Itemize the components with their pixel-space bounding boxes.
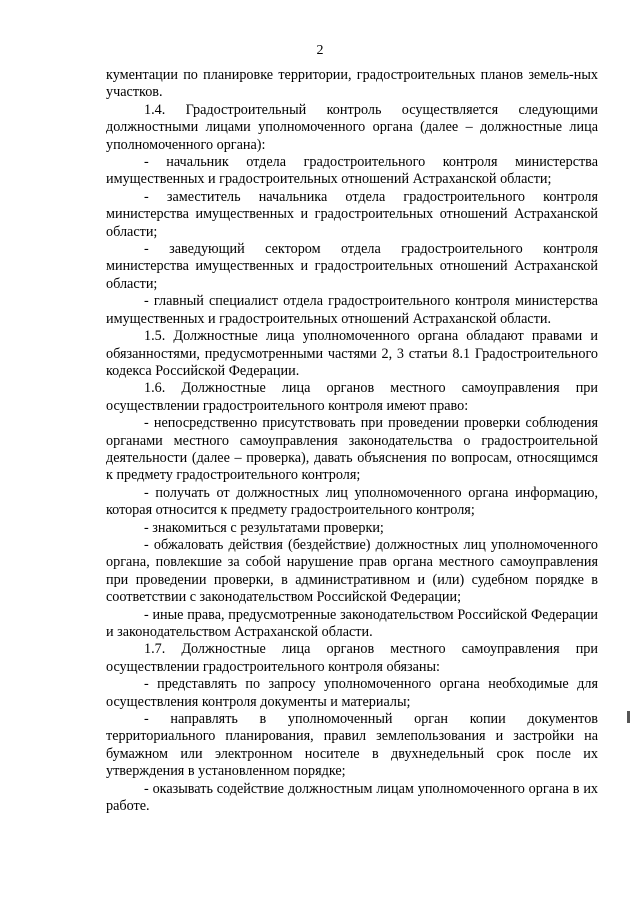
scan-edge-mark (627, 711, 630, 723)
list-item: - обжаловать действия (бездействие) должностных лиц уполномоченного органа, повлекшие за собой нарушение прав органа местного самоуправления при проведении проверки, в административном и (или) судебном порядке в соответствии с законодательством Российской Федерации; (106, 536, 598, 606)
list-item: - заместитель начальника отдела градостроительного контроля министерства имущественных и градостроительных отношений Астраханской области; (106, 188, 598, 240)
list-item: - направлять в уполномоченный орган копии документов территориального планирования, правил землепользования и застройки на бумажном или электронном носителе в двухнедельный срок после их утверждения в установленном порядке; (106, 711, 598, 780)
list-item: - знакомиться с результатами проверки; (144, 519, 384, 536)
list-item: - непосредственно присутствовать при проведении проверки соблюдения органами местного самоуправления законодательства о градостроительной деятельности (далее – проверка), давать объяснения по вопросам, относящимся к предмету градостроительного контроля; (106, 415, 598, 484)
paragraph-1-6: 1.6. Должностные лица органов местного самоуправления при осуществлении градостроительного контроля имеют право: (106, 380, 598, 414)
list-item: - представлять по запросу уполномоченного органа необходимые для осуществления контроля документы и материалы; (106, 676, 598, 710)
page-number: 2 (316, 43, 324, 58)
list-item: - иные права, предусмотренные законодательством Российской Федерации и законодательством Астраханской области. (106, 606, 598, 640)
document-body (106, 67, 598, 815)
list-item: - заведующий сектором отдела градостроительного контроля министерства имущественных и градостроительных отношений Астраханской области; (106, 241, 598, 292)
list-item: - получать от должностных лиц уполномоченного органа информацию, которая относится к предмету градостроительного контроля; (106, 484, 598, 519)
list-item: - главный специалист отдела градостроительного контроля министерства имущественных и градостроительных отношений Астраханской области. (106, 293, 598, 327)
list-item: - начальник отдела градостроительного контроля министерства имущественных и градостроительных отношений Астраханской области; (106, 154, 598, 188)
paragraph: кументации по планировке территории, градостроительных планов земель-ных участков. (106, 67, 598, 101)
paragraph-1-7: 1.7. Должностные лица органов местного самоуправления при осуществлении градостроительного контроля обязаны: (106, 641, 598, 675)
paragraph-1-4: 1.4. Градостроительный контроль осуществляется следующими должностными лицами уполномоченного органа (далее – должностные лица уполномоченного органа): (106, 101, 598, 153)
list-item: - оказывать содействие должностным лицам уполномоченного органа в их работе. (106, 780, 598, 815)
paragraph-1-5: 1.5. Должностные лица уполномоченного органа обладают правами и обязанностями, предусмотренными частями 2, 3 статьи 8.1 Градостроительного кодекса Российской Федерации. (106, 328, 598, 379)
